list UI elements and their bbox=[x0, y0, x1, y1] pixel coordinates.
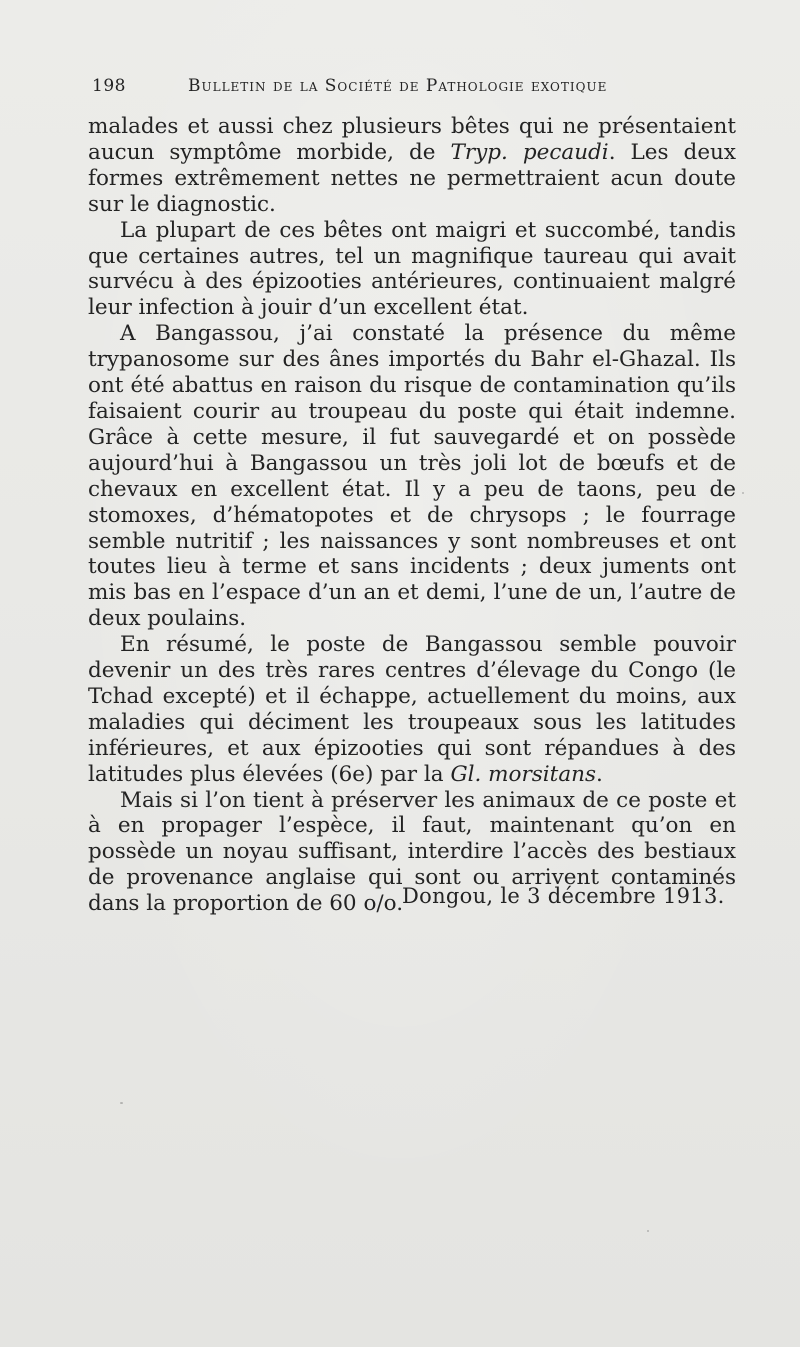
paragraph-4-text: En résumé, le poste de Bangassou semble pouvoir devenir un des très rares centres d’élevage du Congo (le Tchad excepté) et il échappe, actuellement du moins, aux maladies qui déciment les troupeaux sous les latitudes inférieures, et aux épizooties qui sont répandues à des latitudes plus élevées (6e) par la bbox=[88, 632, 736, 787]
page-number: 198 bbox=[92, 76, 126, 96]
running-head: Bulletin de la Société de Pathologie exotique bbox=[188, 76, 608, 96]
signature-line: Dongou, le 3 décembre 1913. bbox=[402, 884, 725, 908]
page-header bbox=[88, 70, 748, 102]
paragraph-1-text-continued: . Les deux formes extrêmement nettes ne permettraient acun doute sur le diagnostic. bbox=[88, 139, 737, 217]
paragraph-2-text: La plupart de ces bêtes ont maigri et succombé, tandis que certaines autres, tel un magnifique taureau qui avait survécu à des épizooties antérieures, continuaient malgré leur infection à jouir d’un excellent état. bbox=[88, 217, 736, 321]
species-name-gl-morsitans: Gl. morsitans bbox=[450, 761, 597, 787]
paper-speck bbox=[647, 1230, 649, 1232]
paper-speck bbox=[120, 1102, 123, 1104]
paragraph-2 bbox=[88, 218, 736, 322]
paper-speck bbox=[742, 492, 744, 494]
paragraph-1-text: malades et aussi chez plusieurs bêtes qui ne présentaient aucun symptôme morbide, de bbox=[88, 114, 736, 165]
paragraph-5-text: Mais si l’on tient à préserver les animaux de ce poste et à en propager l’espèce, il faut, maintenant qu’on en possède un noyau suffisant, interdire l’accès des bestiaux de provenance anglaise qui sont ou arrivent contaminés dans la proportion de 60 o/o. bbox=[88, 787, 736, 917]
paragraph-3-text: A Bangassou, j’ai constaté la présence du même trypanosome sur des ânes importés du Bahr el-Ghazal. Ils ont été abattus en raison du risque de contamination qu’ils faisaient courir au troupeau du poste qui était indemne. Grâce à cette mesure, il fut sauvegardé et on possède aujourd’hui à Bangassou un très joli lot de bœufs et de chevaux en excellent état. Il y a peu de taons, peu de stomoxes, d’hématopotes et de chrysops ; le fourrage semble nutritif ; les naissances y sont nombreuses et ont toutes lieu à terme et sans incidents ; deux juments ont mis bas en l’espace d’un an et demi, l’une de un, l’autre de deux poulains. bbox=[88, 321, 736, 632]
paragraph-1 bbox=[88, 114, 736, 218]
species-name-tryp-pecaudi: Tryp. pecaudi bbox=[450, 139, 609, 165]
paragraph-4 bbox=[88, 632, 736, 787]
article-body bbox=[88, 114, 736, 917]
paragraph-4-text-end: . bbox=[596, 761, 603, 787]
paper-speck bbox=[730, 178, 732, 180]
paragraph-3 bbox=[88, 321, 736, 632]
